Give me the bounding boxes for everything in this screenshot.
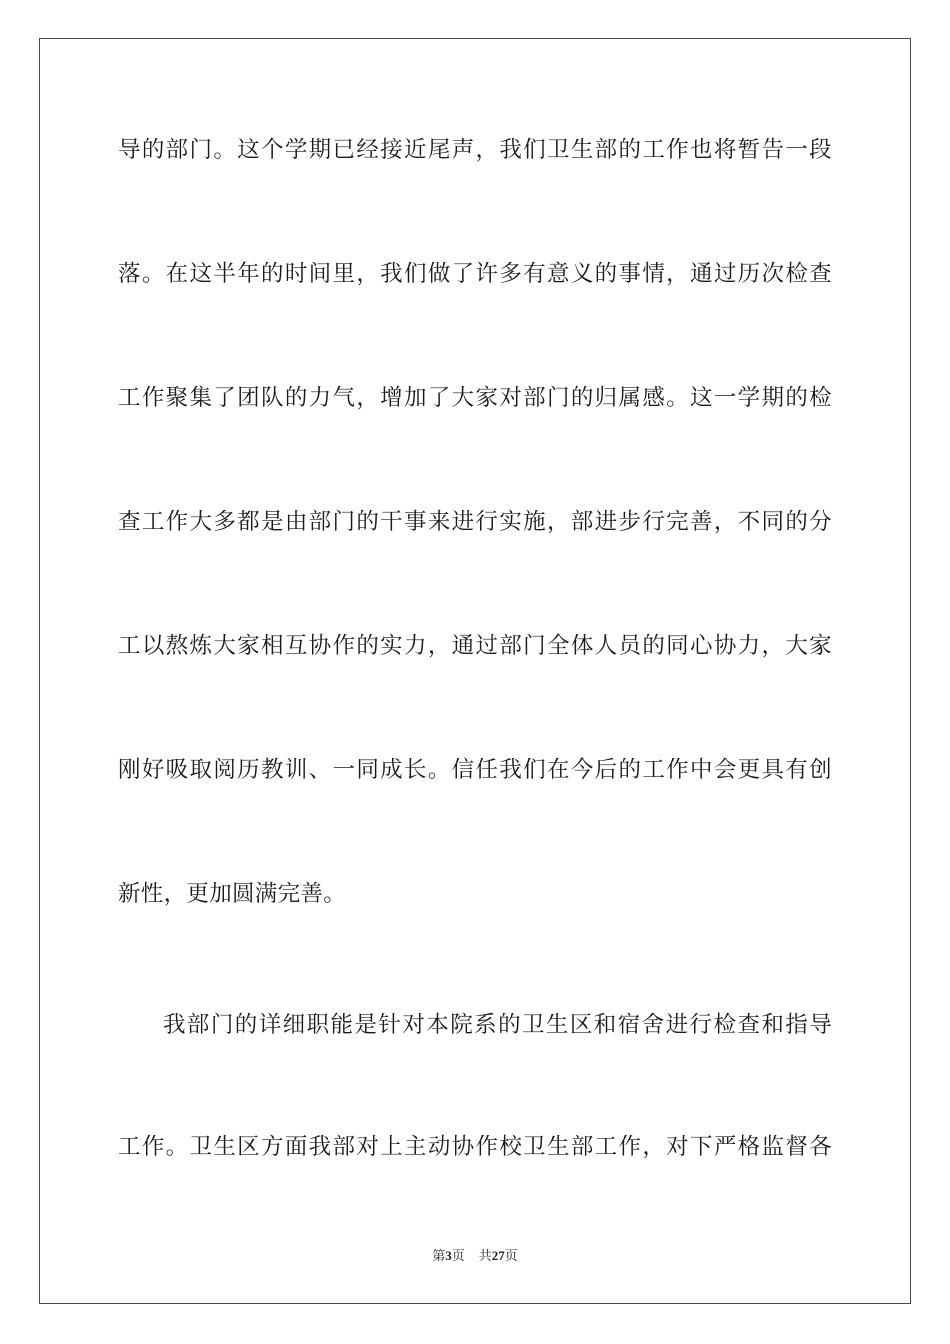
page-footer: [0, 1247, 950, 1266]
page-border: [39, 38, 911, 1304]
footer-total-suffix: 页: [504, 1249, 518, 1264]
footer-total-pages: 27: [491, 1248, 505, 1263]
text-line-8: 我部门的详细职能是针对本院系的卫生区和宿舍进行检查和指导: [163, 1012, 832, 1038]
footer-page-suffix: 页: [451, 1249, 465, 1264]
footer-total-prefix: 共: [478, 1249, 492, 1264]
text-line-2: 落。在这半年的时间里，我们做了许多有意义的事情，通过历次检查: [118, 261, 832, 287]
footer-page-prefix: 第: [432, 1249, 446, 1264]
text-line-5: 工以熬炼大家相互协作的实力，通过部门全体人员的同心协力，大家: [118, 633, 832, 659]
text-line-1: 导的部门。这个学期已经接近尾声，我们卫生部的工作也将暂告一段: [118, 137, 832, 163]
text-line-7: 新性，更加圆满完善。: [118, 881, 347, 907]
text-line-6: 刚好吸取阅历教训、一同成长。信任我们在今后的工作中会更具有创: [118, 757, 832, 783]
footer-page-number: 3: [445, 1248, 452, 1263]
text-line-3: 工作聚集了团队的力气，增加了大家对部门的归属感。这一学期的检: [118, 385, 832, 411]
text-line-4: 查工作大多都是由部门的干事来进行实施，部进步行完善，不同的分: [118, 509, 832, 535]
text-line-9: 工作。卫生区方面我部对上主动协作校卫生部工作，对下严格监督各: [118, 1134, 832, 1160]
